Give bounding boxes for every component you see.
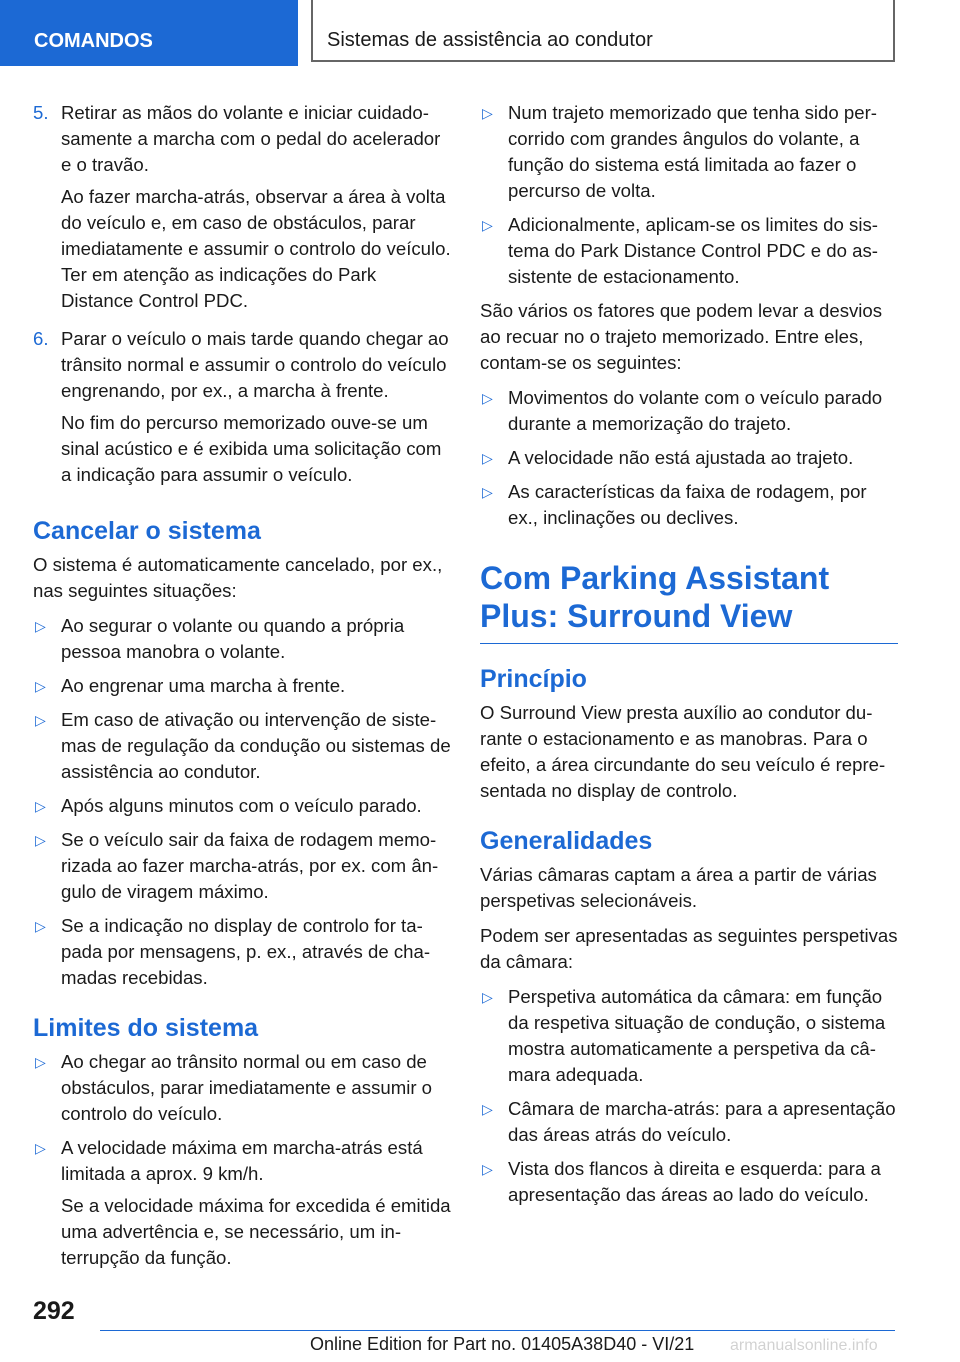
footer-divider — [100, 1330, 895, 1331]
step-6 — [33, 326, 451, 494]
triangle-bullet-icon: ▷ — [35, 798, 46, 814]
triangle-bullet-icon: ▷ — [35, 712, 46, 728]
triangle-bullet-icon: ▷ — [482, 1161, 493, 1177]
triangle-bullet-icon: ▷ — [482, 989, 493, 1005]
principle-text: O Surround View presta auxílio ao condutor durante o estacionamento e as manobras. Para o efeito, a área circundante do seu veículo é representada no display de controlo. — [480, 702, 886, 801]
factors-list — [480, 385, 898, 531]
heading-cancel-system: Cancelar o sistema — [33, 517, 261, 545]
step-5 — [33, 100, 451, 320]
step-number: 5. — [33, 102, 49, 123]
footer-edition: Online Edition for Part no. 01405A38D40 - VI/21 — [310, 1334, 695, 1354]
cancel-list — [33, 613, 451, 991]
limit-speed-note: Se a velocidade máxima for excedida é emitida uma advertência e, se necessário, um interrupção da função. — [61, 1195, 451, 1268]
left-column — [33, 100, 451, 1279]
list-item: ▷ Se o veículo sair da faixa de rodagem memorizada ao fazer marcha-atrás, por ex. com ângulo de viragem máximo. — [33, 827, 451, 905]
triangle-bullet-icon: ▷ — [35, 832, 46, 848]
list-item: ▷ Se a indicação no display de controlo for tapada por mensagens, p. ex., através de chamadas recebidas. — [33, 913, 451, 991]
page-header — [0, 0, 960, 66]
triangle-bullet-icon: ▷ — [482, 450, 493, 466]
watermark: armanualsonline.info — [730, 1337, 878, 1354]
chapter-title: Sistemas de assistência ao condutor — [311, 0, 895, 62]
list-item: ▷ Em caso de ativação ou intervenção de sistemas de regulação da condução ou sistemas de assistência ao condutor. — [33, 707, 451, 785]
list-item: ▷ A velocidade não está ajustada ao trajeto. — [480, 445, 898, 471]
cancel-intro: O sistema é automaticamente cancelado, por ex., nas seguintes situações: — [33, 554, 443, 601]
general-text-2: Podem ser apresentadas as seguintes perspetivas da câmara: — [480, 925, 898, 972]
step-text: Retirar as mãos do volante e iniciar cuidadosamente a marcha com o pedal do acelerador e o travão. — [61, 102, 441, 175]
list-item: ▷ Ao engrenar uma marcha à frente. — [33, 673, 451, 699]
heading-principle: Princípio — [480, 665, 587, 693]
list-item: ▷ Vista dos flancos à direita e esquerda: para a apresentação das áreas ao lado do veículo. — [480, 1156, 898, 1208]
heading-system-limits: Limites do sistema — [33, 1014, 259, 1042]
triangle-bullet-icon: ▷ — [482, 484, 493, 500]
list-item: ▷ Adicionalmente, aplicam-se os limites do sistema do Park Distance Control PDC e do assistente de estacionamento. — [480, 212, 898, 290]
list-item — [33, 1135, 451, 1271]
list-item: ▷ Perspetiva automática da câmara: em função da respetiva situação de condução, o sistema mostra automaticamente a perspetiva da câmara adequada. — [480, 984, 898, 1088]
heading-surround-view: Com Parking Assistant Plus: Surround View — [480, 559, 898, 644]
factors-intro: São vários os fatores que podem levar a desvios ao recuar no o trajeto memorizado. Entre eles, contam-se os seguintes: — [480, 300, 883, 373]
triangle-bullet-icon: ▷ — [35, 618, 46, 634]
limits-list — [33, 1049, 451, 1271]
general-text-1: Várias câmaras captam a área a partir de várias perspetivas selecionáveis. — [480, 864, 877, 911]
list-item: ▷ Num trajeto memorizado que tenha sido percorrido com grandes ângulos do volante, a função do sistema está limitada ao fazer o percurso de volta. — [480, 100, 898, 204]
triangle-bullet-icon: ▷ — [35, 1054, 46, 1070]
triangle-bullet-icon: ▷ — [482, 390, 493, 406]
list-item: ▷ Movimentos do volante com o veículo parado durante a memorização do trajeto. — [480, 385, 898, 437]
triangle-bullet-icon: ▷ — [35, 1140, 46, 1156]
list-item: ▷ Ao segurar o volante ou quando a própria pessoa manobra o volante. — [33, 613, 451, 665]
list-item: ▷ Após alguns minutos com o veículo parado. — [33, 793, 451, 819]
limits-list-continued — [480, 100, 898, 290]
section-tab: COMANDOS — [0, 0, 298, 66]
triangle-bullet-icon: ▷ — [35, 678, 46, 694]
step-number: 6. — [33, 328, 49, 349]
camera-perspectives-list — [480, 984, 898, 1208]
triangle-bullet-icon: ▷ — [35, 918, 46, 934]
list-item: ▷ As características da faixa de rodagem, por ex., inclinações ou declives. — [480, 479, 898, 531]
list-item: ▷ Câmara de marcha-atrás: para a apresentação das áreas atrás do veículo. — [480, 1096, 898, 1148]
right-column — [480, 100, 898, 1216]
page-number: 292 — [33, 1297, 75, 1325]
list-item: ▷ Ao chegar ao trânsito normal ou em caso de obstáculos, parar imediatamente e assumir o controlo do veículo. — [33, 1049, 451, 1127]
step-note: Ao fazer marcha-atrás, observar a área à volta do veículo e, em caso de obstáculos, parar imediatamente e assumir o controlo do veículo. Ter em atenção as indicações do Park Distance Control PDC. — [61, 186, 451, 311]
limit-speed-text: A velocidade máxima em marcha-atrás está limitada a aprox. 9 km/h. — [61, 1137, 423, 1184]
triangle-bullet-icon: ▷ — [482, 217, 493, 233]
step-text: Parar o veículo o mais tarde quando chegar ao trânsito normal e assumir o controlo do veículo engrenando, por ex., a marcha à frente. — [61, 328, 449, 401]
triangle-bullet-icon: ▷ — [482, 105, 493, 121]
heading-general: Generalidades — [480, 827, 653, 855]
step-note: No fim do percurso memorizado ouve-se um sinal acústico e é exibida uma solicitação com a indicação para assumir o veículo. — [61, 412, 442, 485]
triangle-bullet-icon: ▷ — [482, 1101, 493, 1117]
